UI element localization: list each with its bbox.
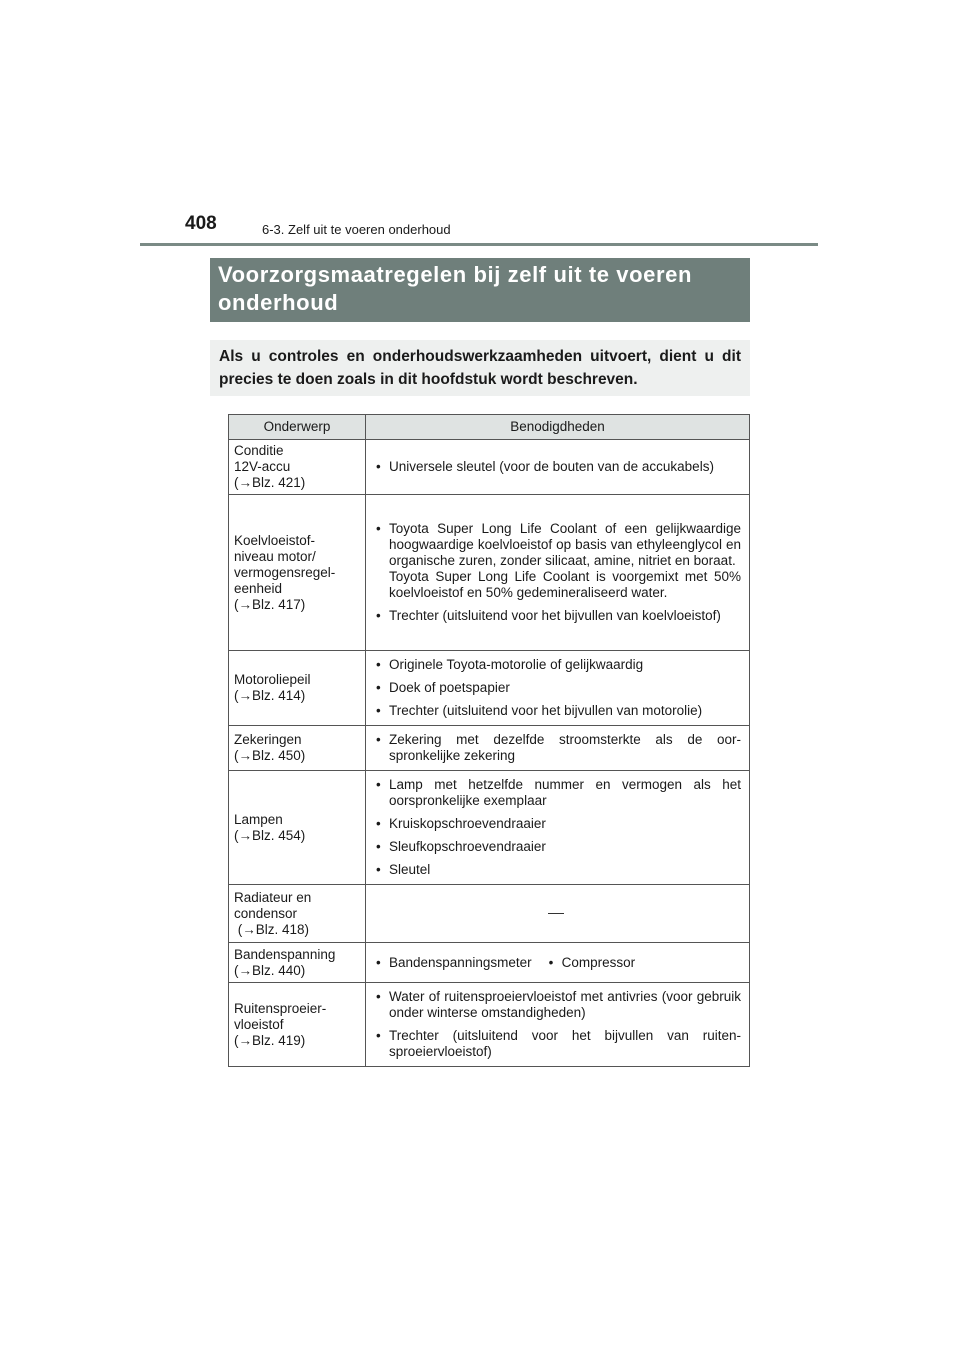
list-item-text: Toyota Super Long Life Coolant of een gelijkwaardige hoogwaardige koelvloeistof op basis van ethyleenglycol en organische zuren, zonder silicaat, amine, nitriet en boraat. (389, 521, 741, 568)
column-header-items: Benodigdheden (366, 415, 750, 440)
empty-dash (548, 913, 564, 914)
items-cell (366, 495, 750, 651)
subject-line: Motoroliepeil (234, 672, 311, 687)
table-row (229, 885, 750, 943)
table-row (229, 440, 750, 495)
subject-cell (229, 943, 366, 983)
column-header-subject: Onderwerp (229, 415, 366, 440)
subject-line: condensor (234, 905, 298, 921)
page-number: 408 (185, 213, 217, 234)
table-row (229, 495, 750, 651)
table-row (229, 943, 750, 983)
section-reference: 6-3. Zelf uit te voeren onderhoud (262, 222, 451, 237)
list-item: • Sleutel (371, 862, 741, 878)
subject-cell (229, 771, 366, 885)
subject-line: Radiateur en (234, 889, 312, 905)
page-reference: (→Blz. 419) (234, 1032, 306, 1048)
items-cell (366, 726, 750, 771)
list-item: • Sleufkopschroevendraaier (371, 839, 741, 855)
subject-cell (229, 726, 366, 771)
list-item: • Bandenspanningsmeter (371, 955, 532, 971)
section-title-line-2: onderhoud (218, 290, 339, 315)
subject-cell (229, 495, 366, 651)
list-item: • Kruiskopschroevendraaier (371, 816, 741, 832)
list-item: • Trechter (uitsluitend voor het bijvullen van koelvloeistof) (371, 608, 741, 624)
page-reference: (→Blz. 421) (234, 475, 306, 490)
list-item: • Trechter (uitsluitend voor het bijvullen van ruitensproeiervloeistof) (371, 1028, 741, 1060)
list-item-note: Toyota Super Long Life Coolant is voorgemixt met 50% koelvloeistof en 50% gedemineraliseerd water. (389, 569, 741, 600)
list-item: • Universele sleutel (voor de bouten van de accukabels) (371, 459, 741, 475)
list-item: • Water of ruitensproeiervloeistof met antivries (voor gebruik onder winterse omstandigheden) (371, 989, 741, 1021)
header-rule (140, 243, 818, 246)
list-item: • Trechter (uitsluitend voor het bijvullen van motorolie) (371, 703, 741, 719)
subject-line: 12V-accu (234, 459, 291, 474)
table-row (229, 651, 750, 726)
table-row (229, 726, 750, 771)
list-item: • Lamp met hetzelfde nummer en vermogen als het oorspronkelijke exemplaar (371, 777, 741, 809)
subject-cell (229, 983, 366, 1067)
list-item: • Zekering met dezelfde stroomsterkte als de oorspronkelijke zekering (371, 732, 741, 764)
section-title-line-1: Voorzorgsmaatregelen bij zelf uit te voeren (218, 262, 693, 287)
table-header-row (229, 415, 750, 440)
section-title-box (210, 258, 750, 322)
subject-cell (229, 651, 366, 726)
subject-line: vermogensregel- (234, 564, 336, 580)
subject-cell (229, 440, 366, 495)
items-cell (366, 440, 750, 495)
intro-text: Als u controles en onderhoudswerkzaamheden uitvoert, dient u dit precies te doen zoals in dit hoofdstuk wordt beschreven. (219, 348, 741, 388)
intro-box (210, 340, 750, 396)
page-reference: (→Blz. 414) (234, 688, 306, 703)
items-cell (366, 943, 750, 983)
table-row (229, 983, 750, 1067)
list-item: • Originele Toyota-motorolie of gelijkwaardig (371, 657, 741, 673)
page-reference: (→Blz. 454) (234, 827, 306, 843)
subject-cell (229, 885, 366, 943)
subject-line: Bandenspanning (234, 946, 336, 962)
subject-line: eenheid (234, 580, 283, 596)
subject-line: Zekeringen (234, 732, 302, 747)
list-item: • Compressor (544, 955, 636, 971)
table-row (229, 771, 750, 885)
items-cell (366, 651, 750, 726)
items-cell-empty (366, 885, 750, 943)
page-reference: (→Blz. 418) (234, 921, 310, 937)
list-item: • Doek of poetspapier (371, 680, 741, 696)
subject-line: Ruitensproeier- (234, 1000, 327, 1016)
page-reference: (→Blz. 450) (234, 748, 306, 763)
subject-line: vloeistof (234, 1016, 284, 1032)
page-reference: (→Blz. 417) (234, 596, 306, 612)
page-reference: (→Blz. 440) (234, 962, 306, 978)
subject-line: Koelvloeistof- (234, 532, 316, 548)
list-item (371, 521, 741, 601)
subject-line: niveau motor/ (234, 548, 316, 564)
subject-line: Lampen (234, 811, 283, 827)
maintenance-table (228, 414, 750, 1067)
items-cell (366, 771, 750, 885)
items-cell (366, 983, 750, 1067)
subject-line: Conditie (234, 443, 284, 458)
